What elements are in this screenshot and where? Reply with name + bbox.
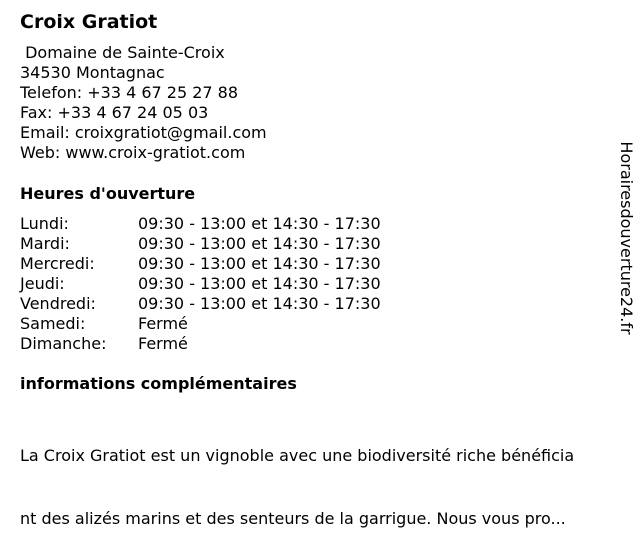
time-value: 09:30 - 13:00 et 14:30 - 17:30: [138, 274, 381, 293]
email-address: Email: croixgratiot@gmail.com: [20, 123, 267, 142]
description-line-2: nt des alizés marins et des senteurs de la garrigue. Nous vous pro...: [20, 509, 566, 528]
time-value: 09:30 - 13:00 et 14:30 - 17:30: [138, 234, 381, 253]
website: Web: www.croix-gratiot.com: [20, 143, 246, 162]
hours-row-thursday: [20, 274, 440, 294]
address-city: 34530 Montagnac: [20, 63, 165, 82]
time-value: Fermé: [138, 334, 188, 353]
time-value: Fermé: [138, 314, 188, 333]
day-label: Vendredi:: [20, 294, 96, 313]
hours-row-monday: [20, 214, 440, 234]
day-label: Jeudi:: [20, 274, 65, 293]
address-street: Domaine de Sainte-Croix: [20, 43, 225, 62]
time-value: 09:30 - 13:00 et 14:30 - 17:30: [138, 214, 381, 233]
contact-block: [20, 43, 267, 163]
fax-number: Fax: +33 4 67 24 05 03: [20, 103, 209, 122]
phone-number: Telefon: +33 4 67 25 27 88: [20, 83, 239, 102]
day-label: Dimanche:: [20, 334, 107, 353]
day-label: Samedi:: [20, 314, 86, 333]
time-value: 09:30 - 13:00 et 14:30 - 17:30: [138, 294, 381, 313]
day-label: Lundi:: [20, 214, 69, 233]
hours-row-friday: [20, 294, 440, 314]
day-label: Mercredi:: [20, 254, 95, 273]
time-value: 09:30 - 13:00 et 14:30 - 17:30: [138, 254, 381, 273]
additional-info-heading: informations complémentaires: [20, 374, 297, 393]
watermark-text: Horairesdouverture24.fr: [617, 141, 636, 335]
opening-hours-heading: Heures d'ouverture: [20, 184, 196, 203]
opening-hours-table: [20, 214, 440, 354]
hours-row-sunday: [20, 334, 440, 354]
day-label: Mardi:: [20, 234, 70, 253]
hours-row-wednesday: [20, 254, 440, 274]
description-text: [20, 403, 620, 550]
description-line-1: La Croix Gratiot est un vignoble avec une biodiversité riche bénéficia: [20, 446, 575, 465]
hours-row-tuesday: [20, 234, 440, 254]
business-name: Croix Gratiot: [20, 11, 158, 33]
hours-row-saturday: [20, 314, 440, 334]
